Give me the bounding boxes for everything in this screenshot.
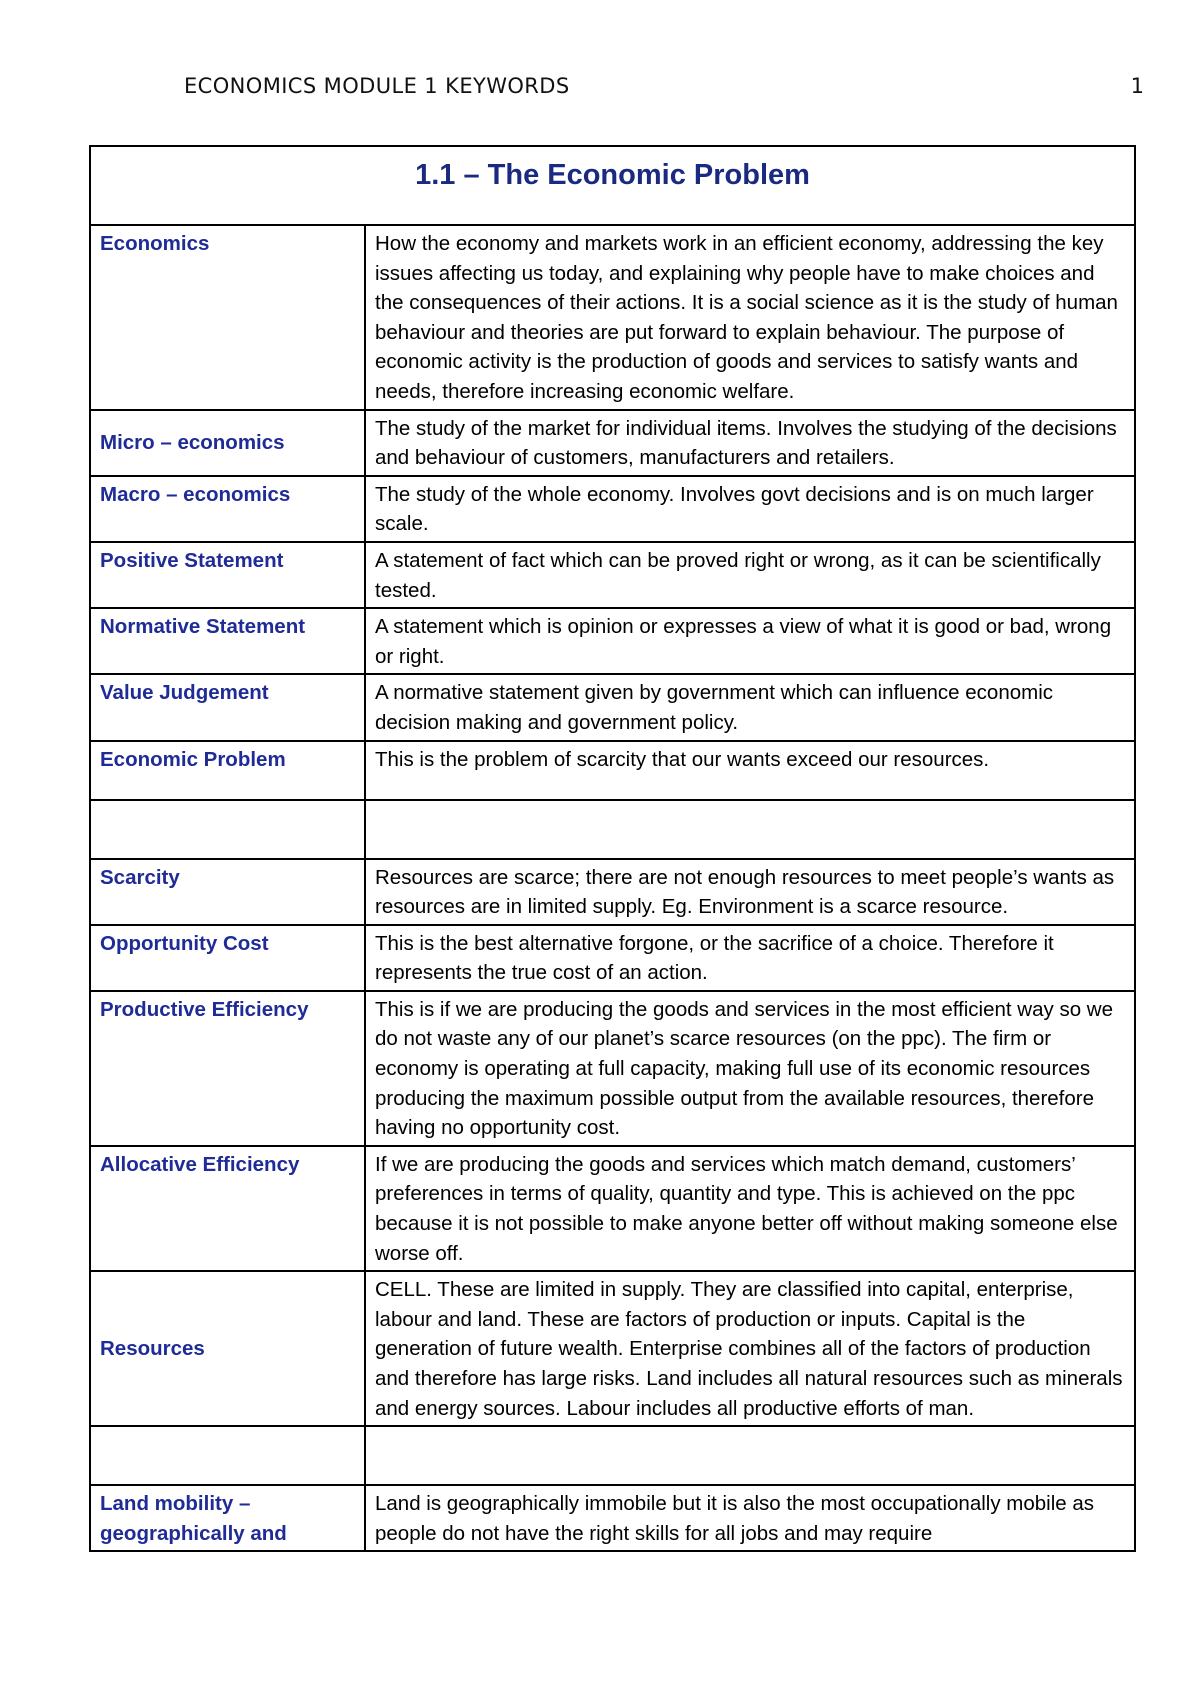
table-row [90, 1485, 1135, 1551]
term-cell: Allocative Efficiency [90, 1146, 365, 1271]
table-row [90, 542, 1135, 608]
definition-cell: Land is geographically immobile but it is also the most occupationally mobile as people do not have the right skills for all jobs and may require [365, 1485, 1135, 1551]
definition-cell: This is the best alternative forgone, or the sacrifice of a choice. Therefore it represents the true cost of an action. [365, 925, 1135, 991]
term-cell: Positive Statement [90, 542, 365, 608]
term-cell: Productive Efficiency [90, 991, 365, 1146]
definition-cell: This is the problem of scarcity that our wants exceed our resources. [365, 741, 1135, 800]
section-heading-row [90, 146, 1135, 225]
definition-cell [365, 1426, 1135, 1485]
term-cell: Economic Problem [90, 741, 365, 800]
table-row [90, 991, 1135, 1146]
term-cell: Macro – economics [90, 476, 365, 542]
term-cell: Normative Statement [90, 608, 365, 674]
empty-table-row [90, 1426, 1135, 1485]
definition-cell: A normative statement given by government which can influence economic decision making and government policy. [365, 674, 1135, 740]
term-cell: Land mobility – geographically and [90, 1485, 365, 1551]
table-row [90, 608, 1135, 674]
term-cell: Value Judgement [90, 674, 365, 740]
table-row [90, 674, 1135, 740]
definition-cell: The study of the market for individual items. Involves the studying of the decisions and behaviour of customers, manufacturers and retailers. [365, 410, 1135, 476]
page-number: 1 [1130, 74, 1144, 98]
section-heading: 1.1 – The Economic Problem [415, 159, 810, 192]
definition-cell: This is if we are producing the goods and services in the most efficient way so we do not waste any of our planet’s scarce resources (on the ppc). The firm or economy is operating at full capacity, making full use of its economic resources producing the maximum possible output from the available resources, therefore having no opportunity cost. [365, 991, 1135, 1146]
term-cell: Micro – economics [90, 410, 365, 476]
definition-cell: The study of the whole economy. Involves govt decisions and is on much larger scale. [365, 476, 1135, 542]
table-row [90, 741, 1135, 800]
term-cell: Opportunity Cost [90, 925, 365, 991]
definition-cell: Resources are scarce; there are not enough resources to meet people’s wants as resources are in limited supply. Eg. Environment is a scarce resource. [365, 859, 1135, 925]
definition-cell: A statement of fact which can be proved right or wrong, as it can be scientifically tested. [365, 542, 1135, 608]
table-row [90, 225, 1135, 410]
table-row [90, 859, 1135, 925]
table-row [90, 1271, 1135, 1426]
term-cell: Resources [90, 1271, 365, 1426]
table-row [90, 476, 1135, 542]
document-header-title: ECONOMICS MODULE 1 KEYWORDS [184, 74, 570, 98]
table-row [90, 1146, 1135, 1271]
term-cell [90, 1426, 365, 1485]
keywords-table [89, 145, 1136, 1552]
definition-cell: How the economy and markets work in an efficient economy, addressing the key issues affecting us today, and explaining why people have to make choices and the consequences of their actions. It is a social science as it is the study of human behaviour and theories are put forward to explain behaviour. The purpose of economic activity is the production of goods and services to satisfy wants and needs, therefore increasing economic welfare. [365, 225, 1135, 410]
definition-cell [365, 800, 1135, 859]
definition-cell: CELL. These are limited in supply. They are classified into capital, enterprise, labour and land. These are factors of production or inputs. Capital is the generation of future wealth. Enterprise combines all of the factors of production and therefore has large risks. Land includes all natural resources such as minerals and energy sources. Labour includes all productive efforts of man. [365, 1271, 1135, 1426]
term-cell [90, 800, 365, 859]
term-cell: Scarcity [90, 859, 365, 925]
empty-table-row [90, 800, 1135, 859]
section-heading-cell [90, 146, 1135, 225]
definition-cell: A statement which is opinion or expresses a view of what it is good or bad, wrong or right. [365, 608, 1135, 674]
table-row [90, 925, 1135, 991]
term-cell: Economics [90, 225, 365, 410]
definition-cell: If we are producing the goods and services which match demand, customers’ preferences in terms of quality, quantity and type. This is achieved on the ppc because it is not possible to make anyone better off without making someone else worse off. [365, 1146, 1135, 1271]
table-row [90, 410, 1135, 476]
